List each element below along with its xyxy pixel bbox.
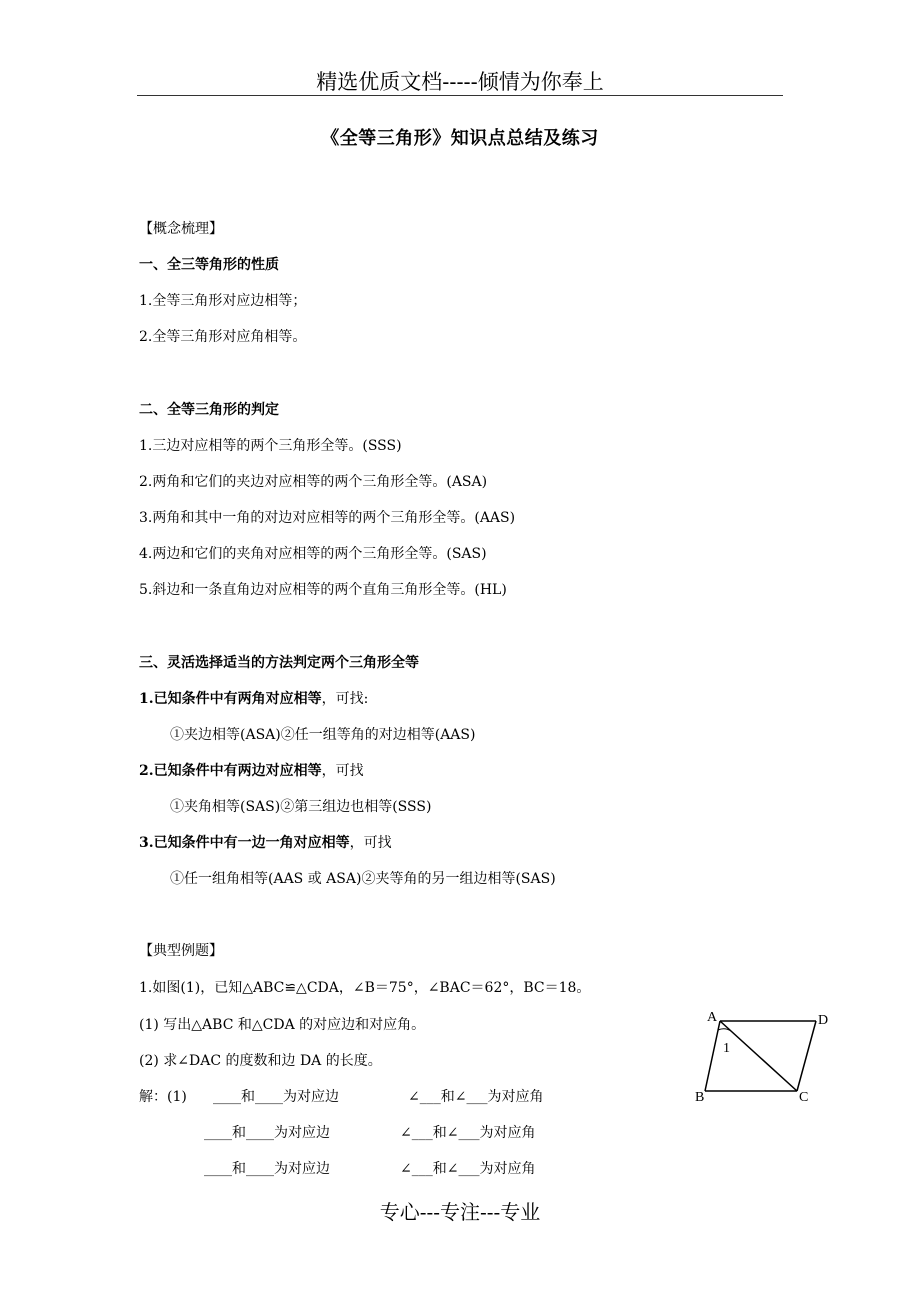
section1-item-2: 2.全等三角形对应角相等。 [139,329,307,345]
answer-prefix: 解：(1) [139,1089,187,1105]
section3-item-3 [139,832,392,852]
page-header: 精选优质文档-----倾情为你奉上 [316,70,604,94]
concept-heading: 【概念梳理】 [139,221,223,237]
section3-item-3-bold: 3.已知条件中有一边一角对应相等 [139,835,350,851]
example1-part1: (1) 写出△ABC 和△CDA 的对应边和对应角。 [139,1017,426,1033]
parallelogram-figure [690,1005,850,1115]
section1-heading: 一、全三等角形的性质 [139,257,279,273]
section3-item-3-rest: ，可找 [349,835,392,851]
label-angle-1: 1 [723,1041,730,1056]
section3-item-3-sub: ①任一组角相等(AAS 或 ASA)②夹等角的另一组边相等(SAS) [170,871,556,887]
section3-item-1-sub: ①夹边相等(ASA)②任一组等角的对边相等(AAS) [170,727,476,743]
section3-item-2 [139,760,364,780]
section2-item-5: 5.斜边和一条直角边对应相等的两个直角三角形全等。(HL) [139,582,507,598]
label-d: D [818,1013,829,1028]
section2-heading: 二、全等三角形的判定 [139,402,279,418]
answer-row-3-angles: ∠___和∠___为对应角 [400,1161,536,1177]
section3-item-2-bold: 2.已知条件中有两边对应相等 [139,763,322,779]
examples-heading: 【典型例题】 [139,943,223,959]
section1-item-1: 1.全等三角形对应边相等； [139,293,307,309]
section2-item-3: 3.两角和其中一角的对边对应相等的两个三角形全等。(AAS) [139,510,516,526]
document-title: 《全等三角形》知识点总结及练习 [321,128,599,149]
edge-ab [705,1021,720,1091]
edge-dc [797,1021,816,1091]
example1-part2: (2) 求∠DAC 的度数和边 DA 的长度。 [139,1053,382,1069]
label-c: C [799,1090,809,1105]
section3-heading: 三、灵活选择适当的方法判定两个三角形全等 [139,655,419,671]
section3-item-1-rest: ，可找: [321,691,369,707]
section3-item-2-sub: ①夹角相等(SAS)②第三组边也相等(SSS) [170,799,432,815]
section3-item-1-bold: 1.已知条件中有两角对应相等 [139,691,322,707]
section2-item-1: 1.三边对应相等的两个三角形全等。(SSS) [139,438,402,454]
answer-row-1-sides: ____和____为对应边 [213,1089,339,1105]
header-divider [137,95,783,96]
diagonal-ac [720,1021,797,1091]
section2-item-4: 4.两边和它们的夹角对应相等的两个三角形全等。(SAS) [139,546,487,562]
section2-item-2: 2.两角和它们的夹边对应相等的两个三角形全等。(ASA) [139,474,488,490]
section3-item-2-rest: ，可找 [321,763,364,779]
answer-row-2-sides: ____和____为对应边 [204,1125,330,1141]
label-a: A [707,1010,718,1025]
answer-row-1-angles: ∠___和∠___为对应角 [408,1089,544,1105]
label-b: B [695,1090,705,1105]
section3-item-1 [139,688,368,708]
answer-row-2-angles: ∠___和∠___为对应角 [400,1125,536,1141]
example1-question: 1.如图(1)，已知△ABC≌△CDA，∠B＝75°，∠BAC＝62°，BC＝18。 [139,980,591,996]
answer-row-3-sides: ____和____为对应边 [204,1161,330,1177]
page-footer: 专心---专注---专业 [379,1200,541,1224]
